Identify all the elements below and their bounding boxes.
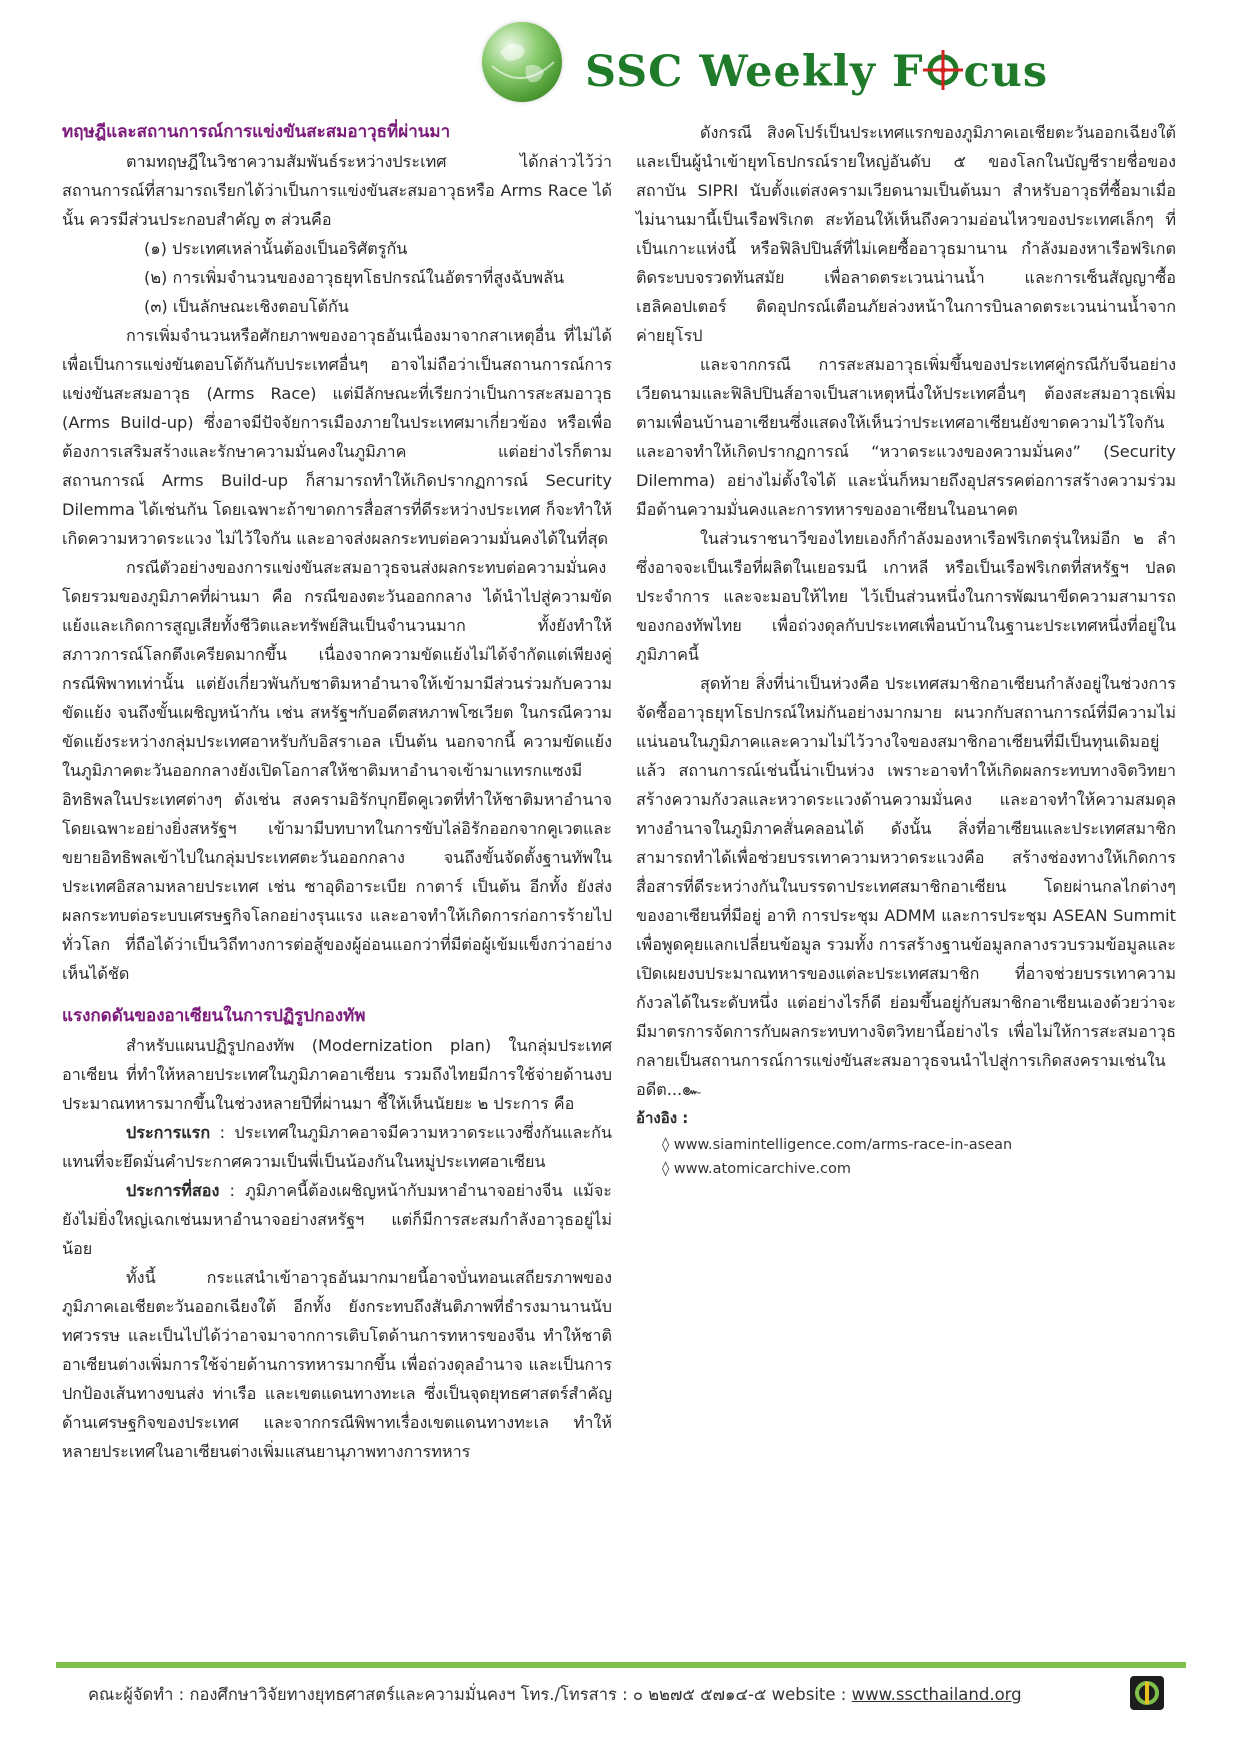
list-item: (๒) การเพิ่มจำนวนของอาวุธยุทโธปกรณ์ในอัตราที่สูงฉับพลัน [144, 268, 565, 287]
footer-credits: คณะผู้จัดทำ : กองศึกษาวิจัยทางยุทธศาสตร์และความมั่นคงฯ โทร./โทรสาร : ๐ ๒๒๗๕ ๕๗๑๔-๕ website : [88, 1685, 852, 1704]
paragraph: การเพิ่มจำนวนหรือศักยภาพของอาวุธอันเนื่องมาจากสาเหตุอื่น ที่ไม่ได้เพื่อเป็นการแข่งขันตอบโต้กันกับประเทศอื่นๆ อาจไม่ถือว่าเป็นสถานการณ์การแข่งขันสะสมอาวุธ (Arms Race) แต่มีลักษณะที่เรียกว่าเป็นการสะสมอาวุธ (Arms Build-up) ซึ่งอาจมีปัจจัยการเมืองภายในประเทศมาเกี่ยวข้อง หรือเพื่อต้องการเสริมสร้างและรักษาความมั่นคงในภูมิภาค แต่อย่างไรก็ตาม สถานการณ์ Arms Build-up ก็สามารถทำให้เกิดปรากฏการณ์ Security Dilemma ได้เช่นกัน โดยเฉพาะถ้าขาดการสื่อสารที่ดีระหว่างประเทศ ก็จะทำให้เกิดความหวาดระแวง ไม่ไว้ใจกัน และอาจส่งผลกระทบต่อความมั่นคงได้ในที่สุด [62, 326, 612, 548]
references-heading: อ้างอิง : [636, 1109, 689, 1127]
point-label: ประการแรก [126, 1123, 211, 1142]
title-part2: cus [963, 47, 1049, 97]
paragraph: ทั้งนี้ กระแสนำเข้าอาวุธอันมากมายนี้อาจบั่นทอนเสถียรภาพของภูมิภาคเอเชียตะวันออกเฉียงใต้ อีกทั้ง ยังกระทบถึงสันติภาพที่ธำรงมานานนับทศวรรษ และเป็นไปได้ว่าอาจมาจากการเติบโตด้านการทหารของจีน ทำให้ชาติอาเซียนต่างเพิ่มการใช้จ่ายด้านการทหารมากขึ้น เพื่อถ่วงดุลอำนาจ และเป็นการปกป้องเส้นทางขนส่ง ท่าเรือ และเขตแดนทางทะเล ซึ่งเป็นจุดยุทธศาสตร์สำคัญด้านเศรษฐกิจของประเทศ และจากกรณีพิพาทเรื่องเขตแดนทางทะเล ทำให้หลายประเทศในอาเซียนต่างเพิ่มแสนยานุภาพทางการทหาร [62, 1268, 612, 1461]
list-item: (๑) ประเทศเหล่านั้นต้องเป็นอริศัตรูกัน [144, 239, 408, 258]
point-text: : ประเทศในภูมิภาคอาจมีความหวาดระแวงซึ่งกันและกัน แทนที่จะยึดมั่นคำประกาศความเป็นพี่เป็นน้องกันในหมู่ประเทศอาเซียน [62, 1123, 612, 1171]
right-column [636, 118, 1176, 1181]
ssc-logo-icon [1130, 1676, 1164, 1710]
crosshair-icon [923, 50, 963, 90]
masthead-title [585, 47, 1049, 97]
globe-logo-icon [482, 22, 562, 102]
section-heading-asean-pressure: แรงกดดันของอาเซียนในการปฏิรูปกองทัพ [62, 1006, 366, 1026]
footer [88, 1682, 1022, 1708]
paragraph: ดังกรณี สิงคโปร์เป็นประเทศแรกของภูมิภาคเอเชียตะวันออกเฉียงใต้และเป็นผู้นำเข้ายุทโธปกรณ์รายใหญ่อันดับ ๕ ของโลกในบัญชีรายชื่อของสถาบัน SIPRI นับตั้งแต่สงครามเวียดนามเป็นต้นมา สำหรับอาวุธที่ซื้อมาเมื่อไม่นานมานี้เป็นเรือฟริเกต สะท้อนให้เห็นถึงความอ่อนไหวของประเทศเล็กๆ ที่เป็นเกาะแห่งนี้ หรือฟิลิปปินส์ที่ไม่เคยซื้ออาวุธมานาน กำลังมองหาเรือฟริเกตติดระบบจรวดทันสมัย เพื่อลาดตระเวนน่านน้ำ และการเซ็นสัญญาซื้อเฮลิคอปเตอร์ ติดอุปกรณ์เตือนภัยล่วงหน้าในการบินลาดตระเวนน่านน้ำจากค่ายยุโรป [636, 123, 1176, 345]
section-heading-arms-race: ทฤษฎีและสถานการณ์การแข่งขันสะสมอาวุธที่ผ่านมา [62, 122, 451, 142]
point-label: ประการที่สอง [126, 1181, 220, 1200]
paragraph: สำหรับแผนปฏิรูปกองทัพ (Modernization plan) ในกลุ่มประเทศอาเซียน ที่ทำให้หลายประเทศในภูมิภาคอาเซียน รวมถึงไทยมีการใช้จ่ายด้านงบประมาณทหารมากขึ้นในช่วงหลายปีที่ผ่านมา ชี้ให้เห็นนัยยะ ๒ ประการ คือ [62, 1036, 612, 1113]
paragraph: ตามทฤษฎีในวิชาความสัมพันธ์ระหว่างประเทศ ได้กล่าวไว้ว่า สถานการณ์ที่สามารถเรียกได้ว่าเป็นการแข่งขันสะสมอาวุธหรือ Arms Race ได้นั้น ควรมีส่วนประกอบสำคัญ ๓ ส่วนคือ [62, 152, 612, 229]
masthead [0, 0, 1240, 100]
reference-link[interactable]: ◊ www.siamintelligence.com/arms-race-in-asean [662, 1137, 1013, 1153]
reference-link[interactable]: ◊ www.atomicarchive.com [662, 1161, 851, 1177]
title-part1: SSC Weekly F [585, 47, 924, 97]
paragraph [62, 1176, 612, 1263]
paragraph [62, 1118, 612, 1176]
point-text: : ภูมิภาคนี้ต้องเผชิญหน้ากับมหาอำนาจอย่างจีน แม้จะยังไม่ยิ่งใหญ่เฉกเช่นมหาอำนาจอย่างสหรัฐฯ แต่ก็มีการสะสมกำลังอาวุธอยู่ไม่น้อย [62, 1181, 612, 1258]
left-column [62, 118, 612, 1466]
paragraph: ในส่วนราชนาวีของไทยเองก็กำลังมองหาเรือฟริเกตรุ่นใหม่อีก ๒ ลำ ซึ่งอาจจะเป็นเรือที่ผลิตในเยอรมนี เกาหลี หรือเป็นเรือฟริเกตที่สหรัฐฯ ปลดประจำการ และจะมอบให้ไทย ไว้เป็นส่วนหนึ่งในการพัฒนาขีดความสามารถของกองทัพไทย เพื่อถ่วงดุลกับประเทศเพื่อนบ้านในฐานะประเทศหนึ่งที่อยู่ในภูมิภาคนี้ [636, 529, 1176, 664]
paragraph: และจากกรณี การสะสมอาวุธเพิ่มขึ้นของประเทศคู่กรณีกับจีนอย่างเวียดนามและฟิลิปปินส์อาจเป็นสาเหตุหนึ่งให้ประเทศอื่นๆ ต้องสะสมอาวุธเพิ่มตามเพื่อนบ้านอาเซียนซึ่งแสดงให้เห็นว่าประเทศอาเซียนยังขาดความไว้ใจกัน และอาจทำให้เกิดปรากฏการณ์ “หวาดระแวงของความมั่นคง” (Security Dilemma) อย่างไม่ตั้งใจได้ และนั่นก็หมายถึงอุปสรรคต่อการสร้างความร่วมมือด้านความมั่นคงและการทหารของอาเซียนในอนาคต [636, 355, 1176, 519]
paragraph: สุดท้าย สิ่งที่น่าเป็นห่วงคือ ประเทศสมาชิกอาเซียนกำลังอยู่ในช่วงการจัดซื้ออาวุธยุทโธปกรณ์ใหม่กันอย่างมากมาย ผนวกกับสถานการณ์ที่มีความไม่แน่นอนในภูมิภาคและความไม่ไว้วางใจของสมาชิกอาเซียนที่มีเป็นทุนเดิมอยู่แล้ว สถานการณ์เช่นนี้น่าเป็นห่วง เพราะอาจทำให้เกิดผลกระทบทางจิตวิทยา สร้างความกังวลและหวาดระแวงด้านความมั่นคง และอาจทำให้ความสมดุลทางอำนาจในภูมิภาคสั่นคลอนได้ ดังนั้น สิ่งที่อาเซียนและประเทศสมาชิกสามารถทำได้เพื่อช่วยบรรเทาความหวาดระแวงคือ สร้างช่องทางให้เกิดการสื่อสารที่ดีระหว่างกันในบรรดาประเทศสมาชิกอาเซียน โดยผ่านกลไกต่างๆ ของอาเซียนที่มีอยู่ อาทิ การประชุม ADMM และการประชุม ASEAN Summit เพื่อพูดคุยแลกเปลี่ยนข้อมูล รวมทั้ง การสร้างฐานข้อมูลกลางรวบรวมข้อมูลและเปิดเผยงบประมาณทหารของแต่ละประเทศสมาชิก ที่อาจช่วยบรรเทาความกังวลได้ในระดับหนึ่ง แต่อย่างไรก็ดี ย่อมขึ้นอยู่กับสมาชิกอาเซียนเองด้วยว่าจะมีมาตรการจัดการกับผลกระทบทางจิตวิทยานี้อย่างไร เพื่อไม่ให้การสะสมอาวุธกลายเป็นสถานการณ์การแข่งขันสะสมอาวุธจนนำไปสู่การเกิดสงครามเช่นในอดีต...๛ [636, 674, 1176, 1099]
paragraph: กรณีตัวอย่างของการแข่งขันสะสมอาวุธจนส่งผลกระทบต่อความมั่นคงโดยรวมของภูมิภาคที่ผ่านมา คือ กรณีของตะวันออกกลาง ได้นำไปสู่ความขัดแย้งและเกิดการสูญเสียทั้งชีวิตและทรัพย์สินเป็นจำนวนมาก ทั้งยังทำให้สภาวการณ์โลกตึงเครียดมากขึ้น เนื่องจากความขัดแย้งไม่ได้จำกัดแต่เพียงคู่กรณีพิพาทเท่านั้น แต่ยังเกี่ยวพันกับชาติมหาอำนาจให้เข้ามามีส่วนร่วมกับความขัดแย้ง จนถึงขั้นเผชิญหน้ากัน เช่น สหรัฐฯกับอดีตสหภาพโซเวียต ในกรณีความขัดแย้งระหว่างกลุ่มประเทศอาหรับกับอิสราเอล เป็นต้น นอกจากนี้ ความขัดแย้งในภูมิภาคตะวันออกกลางยังเปิดโอกาสให้ชาติมหาอำนาจเข้ามาแทรกแซงมีอิทธิพลในประเทศต่างๆ ดังเช่น สงครามอิรักบุกยึดคูเวตที่ทำให้ชาติมหาอำนาจโดยเฉพาะอย่างยิ่งสหรัฐฯ เข้ามามีบทบาทในการขับไล่อิรักออกจากคูเวตและขยายอิทธิพลเข้าไปในกลุ่มประเทศตะวันออกกลาง จนถึงขั้นจัดตั้งฐานทัพในประเทศอิสลามหลายประเทศ เช่น ซาอุดิอาระเบีย กาตาร์ เป็นต้น อีกทั้ง ยังส่งผลกระทบต่อระบบเศรษฐกิจโลกอย่างรุนแรง และอาจทำให้เกิดการก่อการร้ายไปทั่วโลก ที่ถือได้ว่าเป็นวิถีทางการต่อสู้ของผู้อ่อนแอกว่าที่มีต่อผู้เข้มแข็งกว่าอย่างเห็นได้ชัด [62, 558, 612, 983]
footer-divider [56, 1662, 1186, 1668]
website-link[interactable]: www.sscthailand.org [851, 1685, 1022, 1704]
list-item: (๓) เป็นลักษณะเชิงตอบโต้กัน [144, 297, 349, 316]
